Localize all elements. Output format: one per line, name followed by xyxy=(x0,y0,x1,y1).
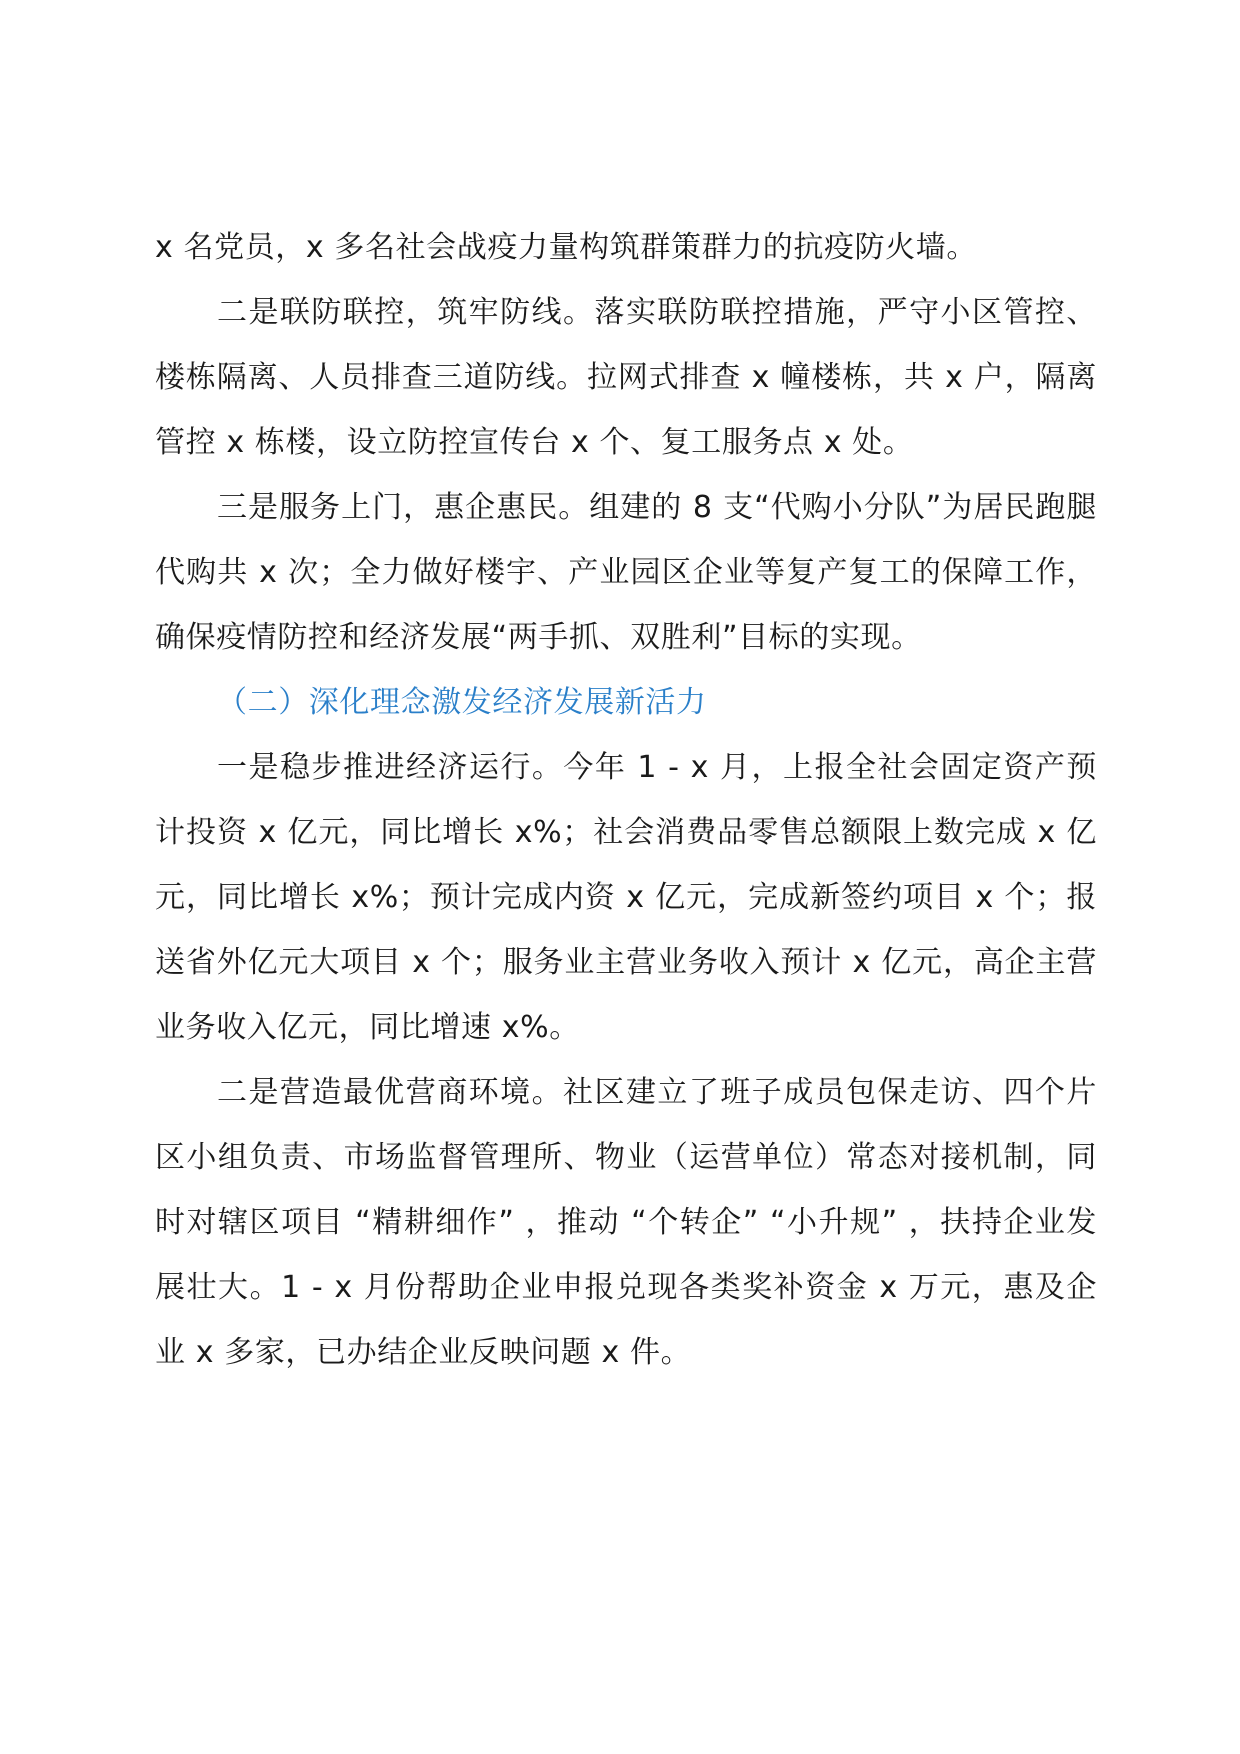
paragraph-door-service: 三是服务上门，惠企惠民。组建的 8 支“代购小分队”为居民跑腿代购共 x 次；全力做好楼宇、产业园区企业等复产复工的保障工作，确保疫情防控和经济发展“两手抓、双胜利”目标的实现。 xyxy=(155,490,1097,655)
section-heading: （二）深化理念激发经济发展新活力 xyxy=(217,685,707,720)
paragraph-joint-prevention: 二是联防联控，筑牢防线。落实联防联控措施，严守小区管控、楼栋隔离、人员排查三道防线。拉网式排查 x 幢楼栋，共 x 户，隔离管控 x 栋楼，设立防控宣传台 x 个、复工服务点 x 处。 xyxy=(155,295,1097,460)
paragraph-business-environment: 二是营造最优营商环境。社区建立了班子成员包保走访、四个片区小组负责、市场监督管理所、物业（运营单位）常态对接机制，同时对辖区项目 “精耕细作” ，推动 “个转企” “小升规” ，扶持企业发展壮大。1 - x 月份帮助企业申报兑现各类奖补资金 x 万元，惠及企业 x 多家，已办结企业反映问题 x 件。 xyxy=(155,1075,1097,1370)
paragraph-economic-operation: 一是稳步推进经济运行。今年 1 - x 月，上报全社会固定资产预计投资 x 亿元，同比增长 x%；社会消费品零售总额限上数完成 x 亿元，同比增长 x%；预计完成内资 x 亿元，完成新签约项目 x 个；报送省外亿元大项目 x 个；服务业主营业务收入预计 x 亿元，高企主营业务收入亿元，同比增速 x%。 xyxy=(155,750,1097,1045)
document-body xyxy=(155,215,1097,1385)
paragraph-continuation: x 名党员，x 多名社会战疫力量构筑群策群力的抗疫防火墙。 xyxy=(155,230,977,265)
